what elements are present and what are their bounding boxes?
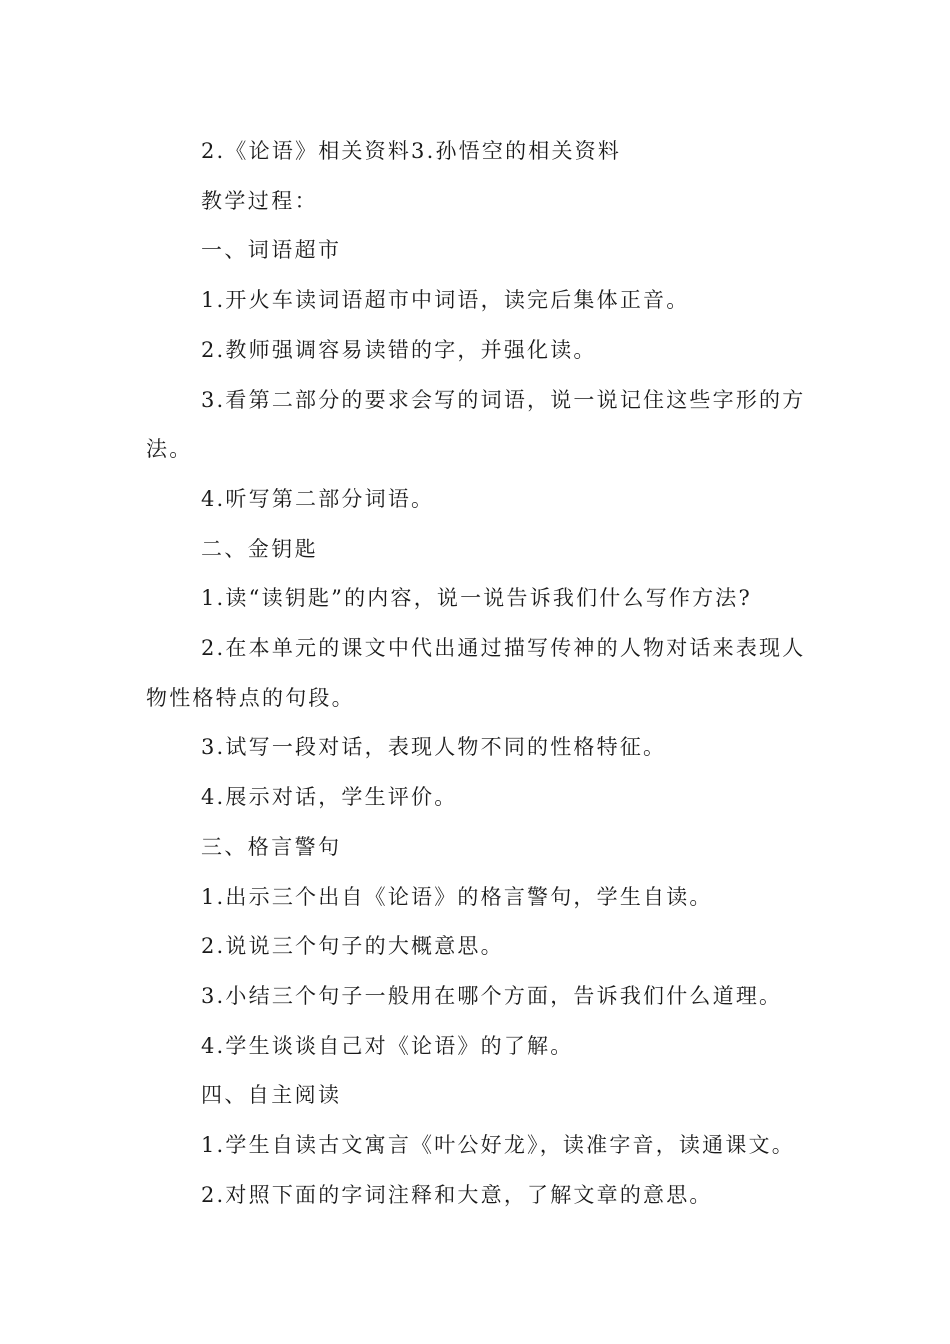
list-item: 1.出示三个出自《论语》的格言警句，学生自读。 <box>201 884 713 909</box>
section-heading-3: 三、格言警句 <box>201 834 342 859</box>
list-item: 1.读“读钥匙”的内容，说一说告诉我们什么写作方法? <box>201 586 752 611</box>
list-item: 2.对照下面的字词注释和大意，了解文章的意思。 <box>201 1182 713 1207</box>
list-item: 3.看第二部分的要求会写的词语，说一说记住这些字形的方法。 <box>146 387 806 462</box>
list-item: 1.学生自读古文寓言《叶公好龙》，读准字音，读通课文。 <box>201 1133 795 1158</box>
document-body <box>146 127 814 1220</box>
list-item: 4.展示对话，学生评价。 <box>201 785 458 810</box>
section-heading-1: 一、词语超市 <box>201 238 342 263</box>
section-heading-4: 四、自主阅读 <box>201 1083 342 1108</box>
heading-teaching-process: 教学过程： <box>201 188 318 213</box>
list-item: 2.说说三个句子的大概意思。 <box>201 934 504 959</box>
paragraph-materials: 2.《论语》相关资料3.孙悟空的相关资料 <box>201 139 622 163</box>
list-item: 1.开火车读词语超市中词语，读完后集体正音。 <box>201 288 690 313</box>
list-item: 2.在本单元的课文中代出通过描写传神的人物对话来表现人物性格特点的句段。 <box>146 636 806 710</box>
list-item: 3.试写一段对话，表现人物不同的性格特征。 <box>201 735 667 760</box>
list-item: 2.教师强调容易读错的字，并强化读。 <box>201 337 597 362</box>
section-heading-2: 二、金钥匙 <box>201 536 318 561</box>
list-item: 4.听写第二部分词语。 <box>201 486 435 511</box>
list-item: 4.学生谈谈自己对《论语》的了解。 <box>201 1033 574 1058</box>
list-item: 3.小结三个句子一般用在哪个方面，告诉我们什么道理。 <box>201 983 783 1008</box>
